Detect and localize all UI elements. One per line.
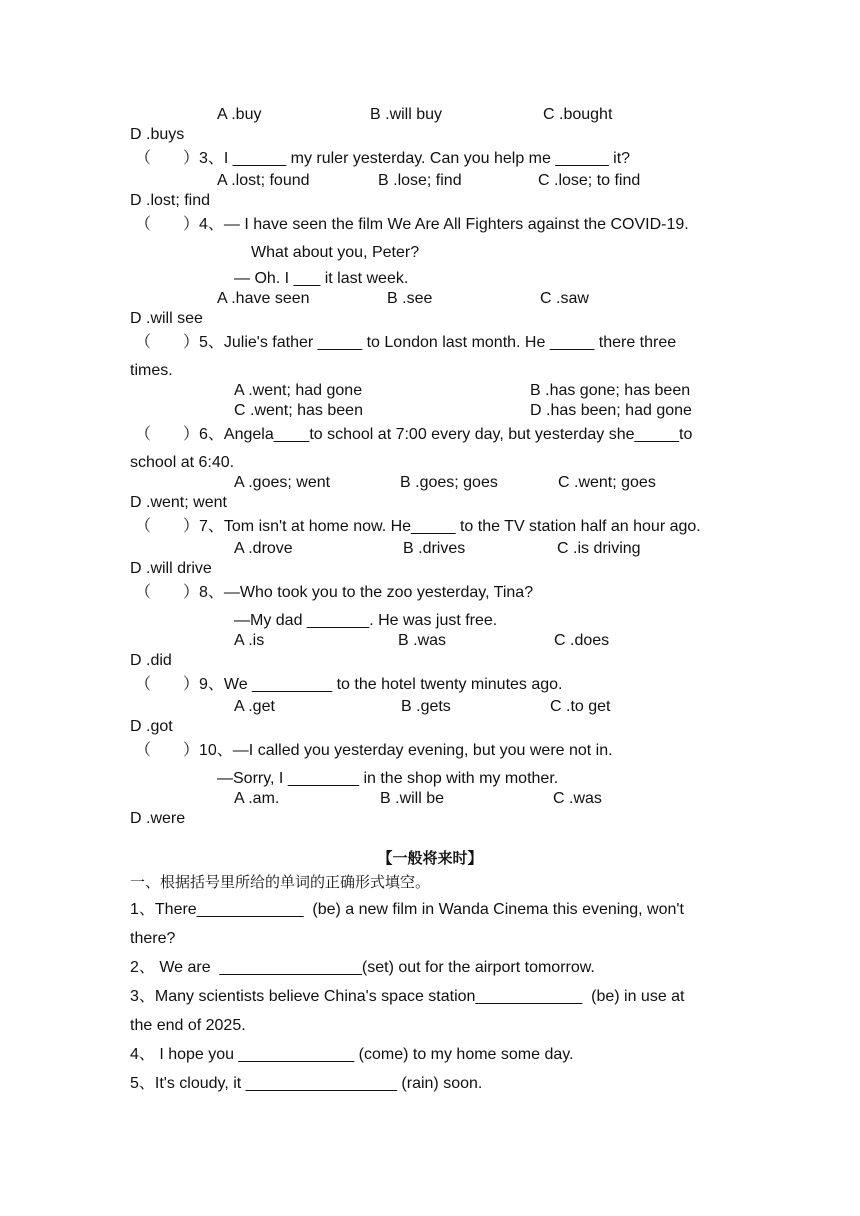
dialogue-reply: — Oh. I ___ it last week.: [234, 270, 409, 287]
option-a: A .have seen: [217, 290, 310, 307]
option-a: A .goes; went: [234, 474, 331, 491]
dialogue-reply: —My dad _______. He was just free.: [234, 612, 498, 629]
option-d: D .has been; had gone: [530, 402, 692, 419]
dialogue-reply: —Sorry, I ________ in the shop with my mother.: [217, 770, 559, 787]
option-c: C .saw: [540, 290, 589, 307]
fill-blank-item-cont: there?: [130, 930, 176, 947]
option-d: D .went; went: [130, 494, 227, 511]
fill-blank-item: 3、Many scientists believe China's space station____________ (be) in use at: [130, 988, 685, 1005]
option-a: A .lost; found: [217, 172, 310, 189]
question-stem: （ ）5、Julie's father _____ to London last month. He _____ there three: [135, 334, 677, 351]
option-c: C .bought: [543, 106, 613, 123]
option-d: D .got: [130, 718, 173, 735]
option-a: A .am.: [234, 790, 280, 807]
question-stem: （ ）4、— I have seen the film We Are All Fighters against the COVID-19.: [135, 216, 689, 233]
option-a: A .buy: [217, 106, 262, 123]
section-instruction: 一、根据括号里所给的单词的正确形式填空。: [130, 873, 431, 891]
option-a: A .drove: [234, 540, 293, 557]
question-stem: （ ）10、—I called you yesterday evening, but you were not in.: [135, 742, 613, 759]
option-b: B .has gone; has been: [530, 382, 691, 399]
option-b: B .will buy: [370, 106, 443, 123]
option-b: B .goes; goes: [400, 474, 498, 491]
option-c: C .was: [553, 790, 602, 807]
fill-blank-item: 4、 I hope you _____________ (come) to my home some day.: [130, 1046, 574, 1063]
fill-blank-item: 1、There____________ (be) a new film in Wanda Cinema this evening, won't: [130, 901, 684, 918]
option-c: C .went; goes: [558, 474, 656, 491]
fill-blank-item: 5、It's cloudy, it _________________ (rain) soon.: [130, 1075, 483, 1092]
option-c: C .to get: [550, 698, 611, 715]
option-b: B .will be: [380, 790, 445, 807]
option-b: B .lose; find: [378, 172, 462, 189]
option-c: C .is driving: [557, 540, 641, 557]
section-title: 【一般将来时】: [377, 849, 483, 867]
fill-blank-item-cont: the end of 2025.: [130, 1017, 246, 1034]
option-b: B .see: [387, 290, 433, 307]
option-a: A .get: [234, 698, 275, 715]
option-d: D .will drive: [130, 560, 212, 577]
question-stem: （ ）6、Angela____to school at 7:00 every day, but yesterday she_____to: [135, 426, 693, 443]
option-b: B .drives: [403, 540, 466, 557]
option-c: C .went; has been: [234, 402, 363, 419]
option-d: D .were: [130, 810, 186, 827]
option-a: A .went; had gone: [234, 382, 363, 399]
question-stem-cont: times.: [130, 362, 173, 379]
option-d: D .buys: [130, 126, 185, 143]
option-d: D .lost; find: [130, 192, 211, 209]
question-stem: （ ）3、I ______ my ruler yesterday. Can you help me ______ it?: [135, 150, 631, 167]
question-stem-line2: What about you, Peter?: [251, 244, 420, 261]
option-d: D .will see: [130, 310, 203, 327]
question-stem-cont: school at 6:40.: [130, 454, 235, 471]
fill-blank-item: 2、 We are ________________(set) out for the airport tomorrow.: [130, 959, 595, 976]
option-d: D .did: [130, 652, 172, 669]
option-b: B .was: [398, 632, 447, 649]
question-stem: （ ）8、—Who took you to the zoo yesterday, Tina?: [135, 584, 534, 601]
option-b: B .gets: [401, 698, 451, 715]
question-stem: （ ）9、We _________ to the hotel twenty minutes ago.: [135, 676, 563, 693]
option-c: C .lose; to find: [538, 172, 641, 189]
option-c: C .does: [554, 632, 610, 649]
question-stem: （ ）7、Tom isn't at home now. He_____ to the TV station half an hour ago.: [135, 518, 701, 535]
option-a: A .is: [234, 632, 265, 649]
